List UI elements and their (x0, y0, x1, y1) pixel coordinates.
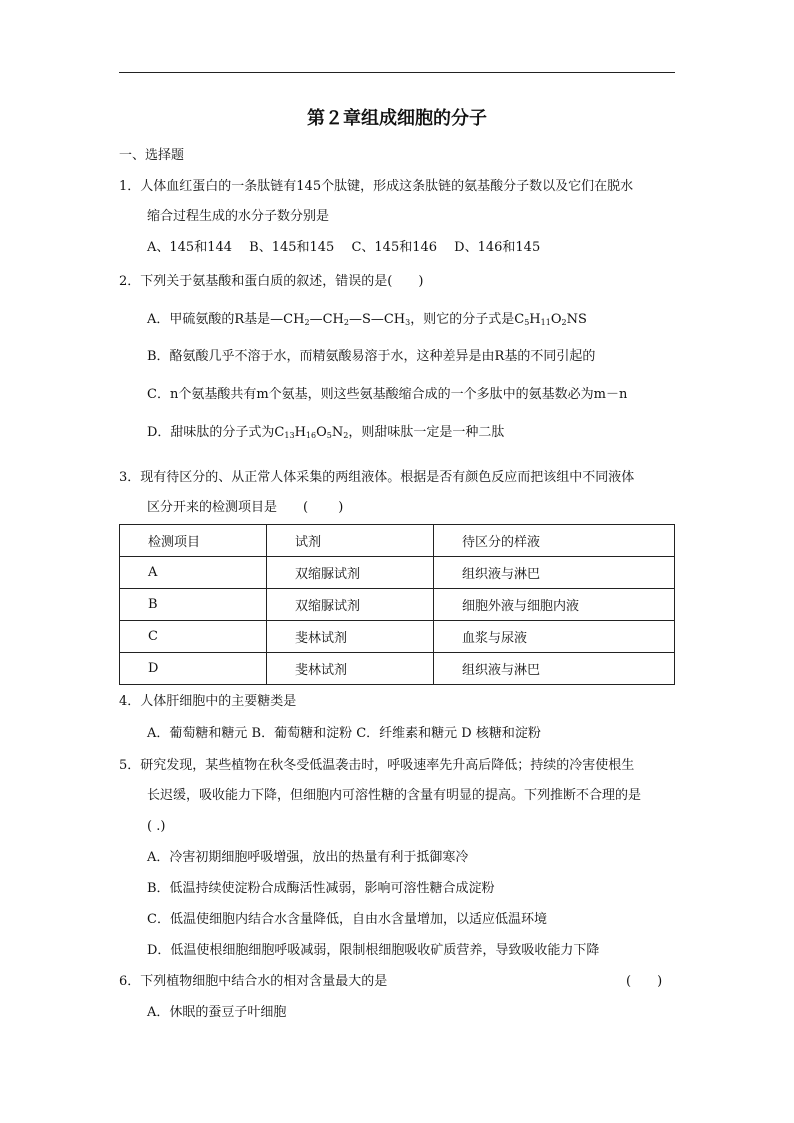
q1-stem-line1: 1．人体血红蛋白的一条肽链有145个肽键，形成这条肽链的氨基酸分子数以及它们在脱水 (119, 179, 634, 194)
q2-option-a: A．甲硫氨酸的R基是$—CH_2—CH_2—S—CH_3$，则它的分子式是$C_5H_{11}O_2NS$ (147, 312, 587, 327)
q5-stem-line3: ( .) (147, 819, 166, 834)
q1-stem-line2: 缩合过程生成的水分子数分别是 (147, 209, 330, 224)
table-cell: 斐林试剂 (267, 621, 434, 653)
table-header-row (120, 525, 675, 557)
q2-stem: 2．下列关于氨基酸和蛋白质的叙述，错误的是( ) (119, 274, 424, 289)
section-heading: 一、选择题 (119, 148, 185, 163)
table-cell: 组织液与淋巴 (434, 653, 675, 685)
table-cell: 斐林试剂 (267, 653, 434, 685)
page-title: 第２章组成细胞的分子 (307, 108, 487, 129)
q4-stem: 4．人体肝细胞中的主要糖类是 (119, 694, 297, 709)
table-row (120, 589, 675, 621)
table-row (120, 557, 675, 589)
table-header-cell: 待区分的样液 (434, 525, 675, 557)
table-cell: A (120, 557, 267, 589)
q6-option-a: A．休眠的蚕豆子叶细胞 (147, 1005, 287, 1020)
table-row (120, 653, 675, 685)
table-cell: 血浆与尿液 (434, 621, 675, 653)
header-rule (119, 72, 675, 73)
q5-stem-line1: 5．研究发现，某些植物在秋冬受低温袭击时，呼吸速率先升高后降低；持续的冷害使根生 (119, 758, 635, 773)
q3-table (119, 524, 675, 685)
table-cell: 组织液与淋巴 (434, 557, 675, 589)
q2-option-b: B．酪氨酸几乎不溶于水，而精氨酸易溶于水，这种差异是由R基的不同引起的 (147, 349, 596, 364)
q5-option-d: D．低温使根细胞细胞呼吸减弱，限制根细胞吸收矿质营养，导致吸收能力下降 (147, 943, 600, 958)
q1-options: A、145和144 B、145和145 C、145和146 D、146和145 (147, 240, 541, 255)
table-cell: 双缩脲试剂 (267, 557, 434, 589)
q4-options: A．葡萄糖和糖元 B．葡萄糖和淀粉 C．纤维素和糖元 D 核糖和淀粉 (147, 726, 541, 741)
q2-option-d: D．甜味肽的分子式为$C_{13}H_{16}O_5N_2$，则甜味肽一定是一种二肽 (147, 425, 505, 440)
q3-stem-line2: 区分开来的检测项目是 ( ) (147, 500, 344, 515)
table-header-cell: 检测项目 (120, 525, 267, 557)
q5-option-b: B．低温持续使淀粉合成酶活性减弱，影响可溶性糖合成淀粉 (147, 881, 495, 896)
table-cell: B (120, 589, 267, 621)
table-cell: 双缩脲试剂 (267, 589, 434, 621)
q5-stem-line2: 长迟缓，吸收能力下降，但细胞内可溶性糖的含量有明显的提高。下列推断不合理的是 (147, 788, 642, 803)
q5-option-a: A．冷害初期细胞呼吸增强，放出的热量有利于抵御寒冷 (147, 850, 469, 865)
q2-option-c: C．n个氨基酸共有m个氨基，则这些氨基酸缩合成的一个多肽中的氨基数必为m－n (147, 387, 628, 402)
table-header-cell: 试剂 (267, 525, 434, 557)
table-cell: 细胞外液与细胞内液 (434, 589, 675, 621)
q6-stem: 6．下列植物细胞中结合水的相对含量最大的是 (119, 974, 388, 989)
table-cell: D (120, 653, 267, 685)
table-cell: C (120, 621, 267, 653)
q3-stem-line1: 3．现有待区分的、从正常人体采集的两组液体。根据是否有颜色反应而把该组中不同液体 (119, 470, 635, 485)
q5-option-c: C．低温使细胞内结合水含量降低，自由水含量增加，以适应低温环境 (147, 912, 547, 927)
table-row (120, 621, 675, 653)
q6-answer-paren: ( ) (626, 974, 663, 989)
